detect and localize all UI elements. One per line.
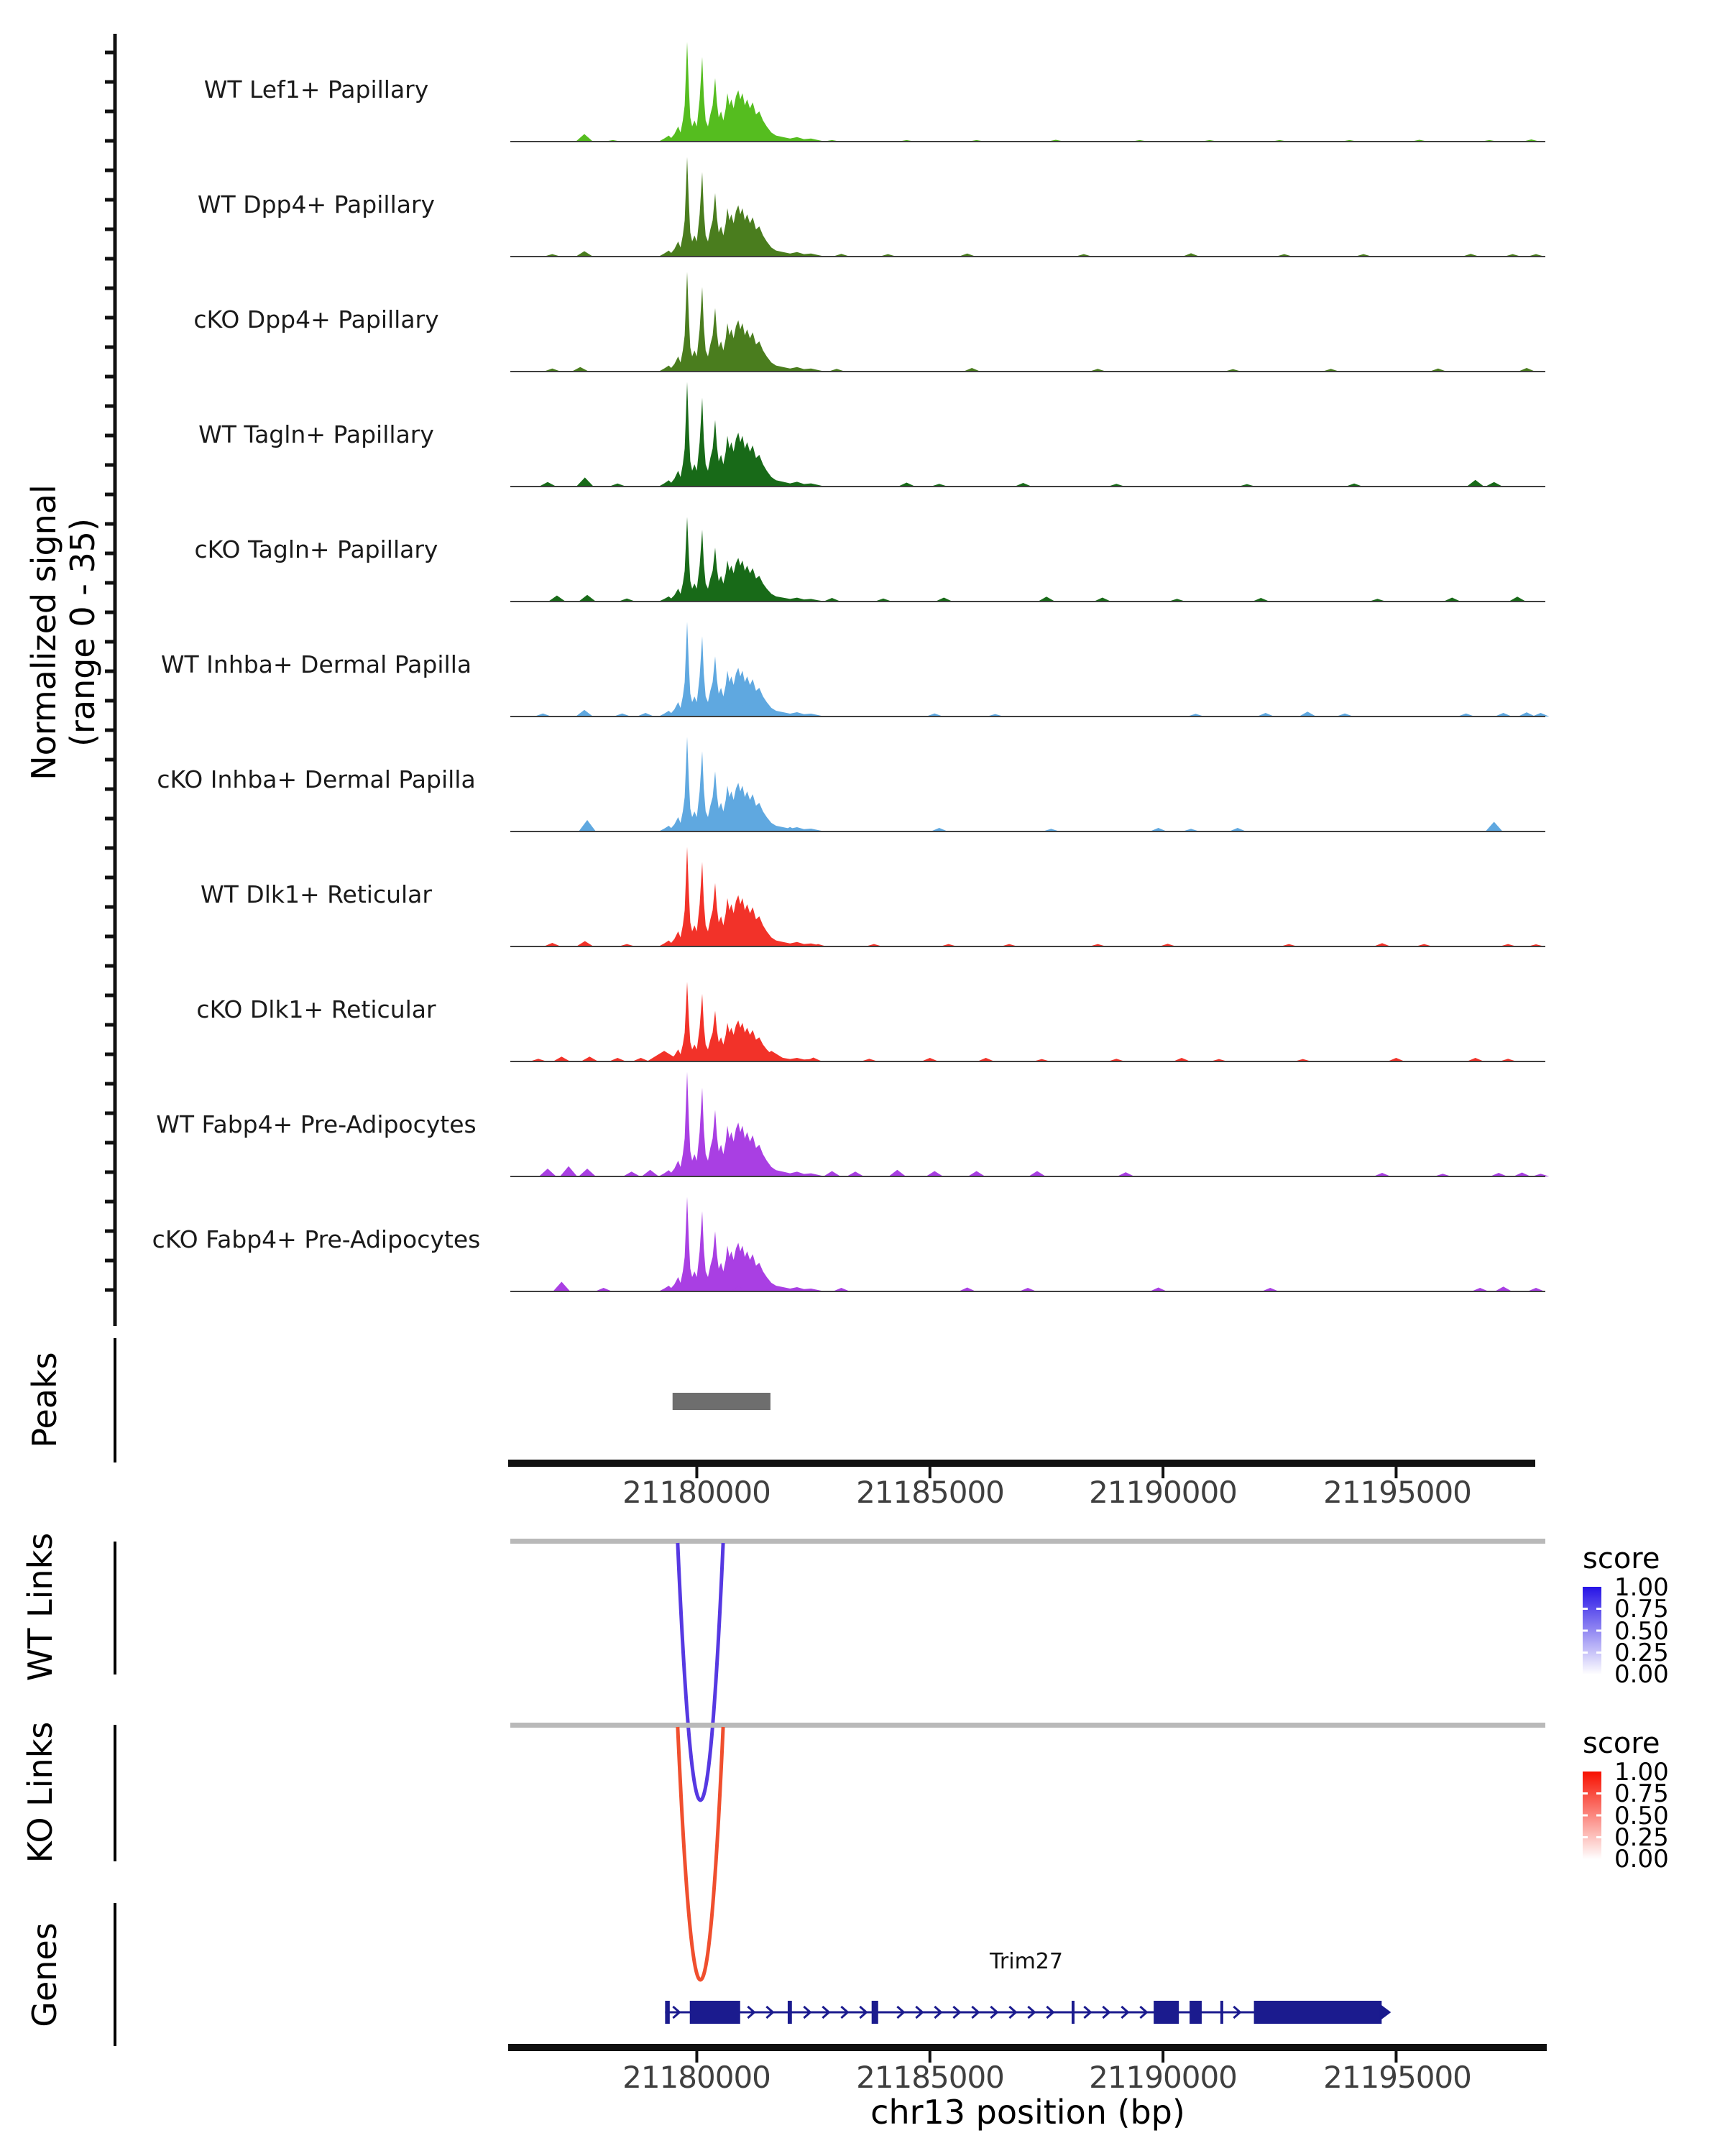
wt-score-tick-0.00: 0.00 bbox=[1614, 1660, 1669, 1689]
track-label-cko-tagln-papillary: cKO Tagln+ Papillary bbox=[194, 535, 438, 563]
track-label-wt-dpp4-papillary: WT Dpp4+ Papillary bbox=[197, 190, 436, 218]
ko-score-tick-0.75: 0.75 bbox=[1614, 1779, 1669, 1808]
x-tick-label-mid-21185000: 21185000 bbox=[856, 1475, 1004, 1510]
wt-score-tick-0.25: 0.25 bbox=[1614, 1639, 1669, 1667]
ko-score-tick-0.25: 0.25 bbox=[1614, 1823, 1669, 1852]
track-label-cko-inhba-dermal-papilla: cKO Inhba+ Dermal Papilla bbox=[157, 765, 476, 793]
wt-score-legend-title: score bbox=[1583, 1542, 1660, 1575]
section-label-genes: Genes bbox=[25, 1922, 64, 2027]
track-label-wt-dlk1-reticular: WT Dlk1+ Reticular bbox=[201, 880, 432, 908]
wt-score-tick-0.50: 0.50 bbox=[1614, 1617, 1669, 1646]
y-axis-title-line1: Normalized signal bbox=[24, 484, 63, 780]
track-label-wt-inhba-dermal-papilla: WT Inhba+ Dermal Papilla bbox=[160, 650, 472, 678]
section-label-ko-links: KO Links bbox=[21, 1721, 60, 1864]
track-label-cko-dpp4-papillary: cKO Dpp4+ Papillary bbox=[193, 305, 439, 333]
track-label-wt-tagln-papillary: WT Tagln+ Papillary bbox=[198, 420, 434, 448]
gene-label-trim27: Trim27 bbox=[990, 1949, 1063, 1974]
x-tick-label-mid-21190000: 21190000 bbox=[1089, 1475, 1237, 1510]
x-tick-label-mid-21195000: 21195000 bbox=[1323, 1475, 1471, 1510]
x-tick-label-bot-21195000: 21195000 bbox=[1323, 2060, 1471, 2095]
section-label-wt-links: WT Links bbox=[21, 1532, 60, 1682]
ko-score-tick-0.00: 0.00 bbox=[1614, 1845, 1669, 1874]
track-label-wt-fabp4-pre-adipocytes: WT Fabp4+ Pre-Adipocytes bbox=[156, 1110, 477, 1138]
ko-score-legend-title: score bbox=[1583, 1727, 1660, 1760]
y-axis-title-line2: (range 0 - 35) bbox=[63, 518, 102, 747]
y-axis-title bbox=[24, 484, 102, 780]
wt-score-tick-0.75: 0.75 bbox=[1614, 1595, 1669, 1623]
x-tick-label-bot-21185000: 21185000 bbox=[856, 2060, 1004, 2095]
ko-score-tick-1.00: 1.00 bbox=[1614, 1758, 1669, 1787]
section-label-peaks: Peaks bbox=[25, 1352, 64, 1448]
x-tick-label-mid-21180000: 21180000 bbox=[622, 1475, 770, 1510]
track-label-wt-lef1-papillary: WT Lef1+ Papillary bbox=[203, 75, 429, 103]
track-label-cko-fabp4-pre-adipocytes: cKO Fabp4+ Pre-Adipocytes bbox=[152, 1225, 481, 1253]
ko-score-tick-0.50: 0.50 bbox=[1614, 1802, 1669, 1830]
wt-score-tick-1.00: 1.00 bbox=[1614, 1573, 1669, 1602]
x-tick-label-bot-21180000: 21180000 bbox=[622, 2060, 770, 2095]
x-tick-label-bot-21190000: 21190000 bbox=[1089, 2060, 1237, 2095]
x-axis-title: chr13 position (bp) bbox=[870, 2093, 1185, 2132]
track-label-cko-dlk1-reticular: cKO Dlk1+ Reticular bbox=[196, 995, 436, 1023]
